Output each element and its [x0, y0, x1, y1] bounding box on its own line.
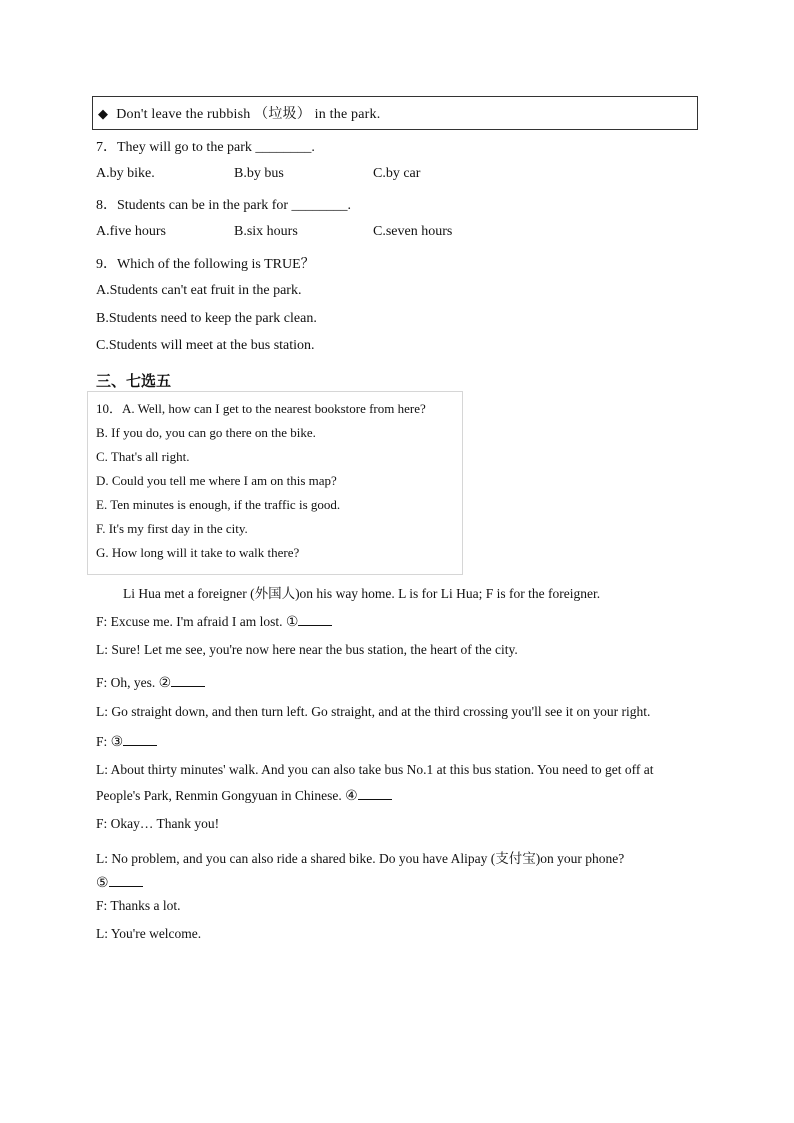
dialogue-text: L: Go straight down, and then turn left. Go straight, and at the third crossing you'll see it on your right.: [96, 704, 651, 719]
seven-option-e: E. Ten minutes is enough, if the traffic is good.: [96, 497, 341, 512]
seven-option-c: C. That's all right.: [96, 449, 190, 464]
dialogue-line-6: [96, 762, 654, 778]
blank-number-3: ③: [110, 734, 124, 750]
dialogue-text: L: You're welcome.: [96, 926, 202, 941]
answer-blank-2[interactable]: [171, 674, 205, 687]
seven-option-f: F. It's my first day in the city.: [96, 521, 248, 536]
question-7-stem: 7．They will go to the park ________.: [96, 140, 315, 155]
dialogue-line-4: [96, 704, 650, 720]
blank-number-5: ⑤: [96, 875, 109, 891]
question-9-option-b[interactable]: B.Students need to keep the park clean.: [96, 311, 317, 326]
question-7-option-b[interactable]: B.by bus: [234, 166, 284, 181]
dialogue-line-1: [96, 613, 332, 630]
question-8-option-c[interactable]: C.seven hours: [373, 224, 453, 239]
answer-blank-4[interactable]: [358, 787, 392, 800]
question-9-option-c[interactable]: C.Students will meet at the bus station.: [96, 338, 315, 353]
dialogue-line-2: [96, 642, 518, 658]
dialogue-text: L: No problem, and you can also ride a shared bike. Do you have Alipay (支付宝)on your phone?: [96, 851, 625, 866]
dialogue-text: L: Sure! Let me see, you're now here near the bus station, the heart of the city.: [96, 642, 518, 657]
dialogue-line-7: [96, 787, 392, 804]
dialogue-text: F: Oh, yes.: [96, 675, 159, 690]
question-8-option-b[interactable]: B.six hours: [234, 224, 298, 239]
question-9-stem: 9．Which of the following is TRUE？: [96, 257, 315, 272]
answer-blank-3[interactable]: [123, 733, 157, 746]
dialogue-line-12: [96, 926, 201, 942]
answer-blank-5[interactable]: [109, 874, 143, 887]
dialogue-text: F: Okay… Thank you!: [96, 816, 220, 831]
seven-option-g: G. How long will it take to walk there?: [96, 545, 300, 560]
notice-line: [98, 103, 380, 123]
diamond-bullet-icon: ◆: [98, 107, 109, 122]
question-7-option-a[interactable]: A.by bike.: [96, 166, 155, 181]
dialogue-line-10: [96, 874, 143, 891]
dialogue-text: F:: [96, 734, 111, 749]
notice-text: Don't leave the rubbish （垃圾） in the park.: [116, 107, 381, 122]
dialogue-intro: Li Hua met a foreigner (外国人)on his way home. L is for Li Hua; F is for the foreigner.: [123, 586, 601, 601]
dialogue-line-3: [96, 674, 205, 691]
blank-number-4: ④: [345, 788, 358, 804]
dialogue-line-8: [96, 816, 219, 832]
dialogue-text: F: Thanks a lot.: [96, 898, 181, 913]
question-9-option-a[interactable]: A.Students can't eat fruit in the park.: [96, 283, 302, 298]
dialogue-line-5: [96, 733, 157, 750]
question-8-option-a[interactable]: A.five hours: [96, 224, 166, 239]
seven-option-b: B. If you do, you can go there on the bike.: [96, 425, 316, 440]
notice-box: [92, 96, 698, 130]
seven-option-a: 10．A. Well, how can I get to the nearest bookstore from here?: [96, 401, 426, 416]
blank-number-2: ②: [158, 675, 172, 691]
dialogue-text: F: Excuse me. I'm afraid I am lost.: [96, 614, 286, 629]
dialogue-text: People's Park, Renmin Gongyuan in Chinese.: [96, 788, 346, 803]
question-7-option-c[interactable]: C.by car: [373, 166, 421, 181]
answer-blank-1[interactable]: [298, 613, 332, 626]
question-8-stem: 8．Students can be in the park for ________.: [96, 198, 352, 213]
blank-number-1: ①: [285, 614, 299, 630]
dialogue-line-9: [96, 847, 624, 867]
dialogue-line-11: [96, 898, 181, 914]
section-title: 三、七选五: [96, 372, 172, 390]
dialogue-text: L: About thirty minutes' walk. And you can also take bus No.1 at this bus station. You need to get off at: [96, 762, 654, 777]
seven-option-d: D. Could you tell me where I am on this map?: [96, 473, 337, 488]
